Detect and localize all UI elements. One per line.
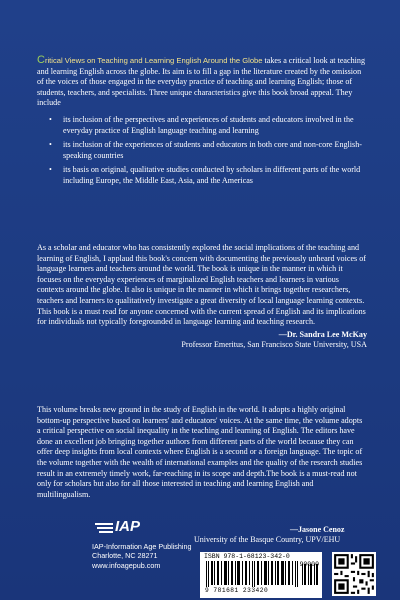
publisher-website: www.infoagepub.com (92, 560, 161, 570)
logo-text: IAP (115, 518, 141, 534)
list-item (49, 140, 367, 161)
publisher-city: Charlotte, NC 28271 (92, 551, 158, 561)
isbn-text: ISBN 978-1-68123-342-0 (204, 553, 290, 560)
qr-code (332, 552, 376, 596)
iap-logo (95, 516, 151, 534)
intro-text: takes a critical look at teaching and learning English across the globe. Its aim is to fill a gap in the literature created by the omission of the voices of those engaged in the everyday practice of teaching and learning English; those of students, teachers, and specialists. Three unique characteristics give this book broad appeal. They include (37, 56, 365, 108)
list-item (49, 115, 367, 136)
bullet-icon: • (49, 140, 52, 150)
endorser-name: —Dr. Sandra Lee McKay (278, 329, 367, 339)
list-item-text: its basis on original, qualitative studies conducted by scholars in different parts of the world including Europe, the Middle East, Asia, and the Americas (63, 165, 361, 185)
publisher-name: IAP-Information Age Publishing (92, 542, 192, 551)
endorser-affiliation: Professor Emeritus, San Francisco State University, USA (181, 340, 367, 350)
list-item-text: its inclusion of the perspectives and experiences of students and educators involved in the everyday practice of English language teaching and learning (63, 114, 354, 135)
endorser-name: —Jasone Cenoz (290, 525, 345, 534)
bullet-icon: • (49, 114, 52, 124)
book-title (37, 56, 263, 65)
endorsement-text: As a scholar and educator who has consistently explored the social implications of the teaching and learning of English, I applaud this book's concern with documenting the previously unheard voices of language learners and teachers around the world. The book is unique in the manner in which it focuses on the everyday experiences of marginalized English teachers and learners in various contexts around the globe. It also is unique in the manner in which it brings together researchers, teachers and learners to qualitatively investigate a great diversity of local language learning contexts. This book is a must read for anyone concerned with the current spread of English and its implications for individuals not typically foregrounded in language learning and teaching research. (37, 243, 366, 327)
characteristics-list (37, 115, 367, 187)
endorsement-cenoz (37, 405, 367, 500)
intro-paragraph (37, 55, 367, 191)
price-code: 90000 (299, 561, 319, 568)
endorsement-text: This volume breaks new ground in the study of English in the world. It adopts a highly original bottom-up perspective based on learners' and educators' voices. At the same time, the volume adopts a critical perspective on social inequality in the teaching and learning of English. The editors have done an excellent job bringing together authors from different parts of the world because they can offer deep insights from local contexts where English is a second or a foreign language. The topic of the volume together with the wealth of international examples and the quality of the research studies result in an extremely timely work, far-reaching in its scope and depth.The book is a must-read not only for scholars but also for all those interested in teaching and learning English and multilingualism. (37, 405, 363, 499)
list-item (49, 165, 367, 186)
book-title-initial: C (37, 54, 45, 66)
endorsement-mckay (37, 243, 367, 351)
barcode-digits: 9 781681 233420 (205, 587, 269, 594)
endorser-affiliation: University of the Basque Country, UPV/EHU (194, 535, 341, 544)
book-title-rest: ritical Views on Teaching and Learning English Around the Globe (44, 56, 263, 65)
list-item-text: its inclusion of the experiences of students and educators in both core and non-core English-speaking countries (63, 140, 362, 160)
bullet-icon: • (49, 165, 52, 175)
publisher-info (92, 542, 191, 570)
isbn-barcode (200, 552, 322, 598)
